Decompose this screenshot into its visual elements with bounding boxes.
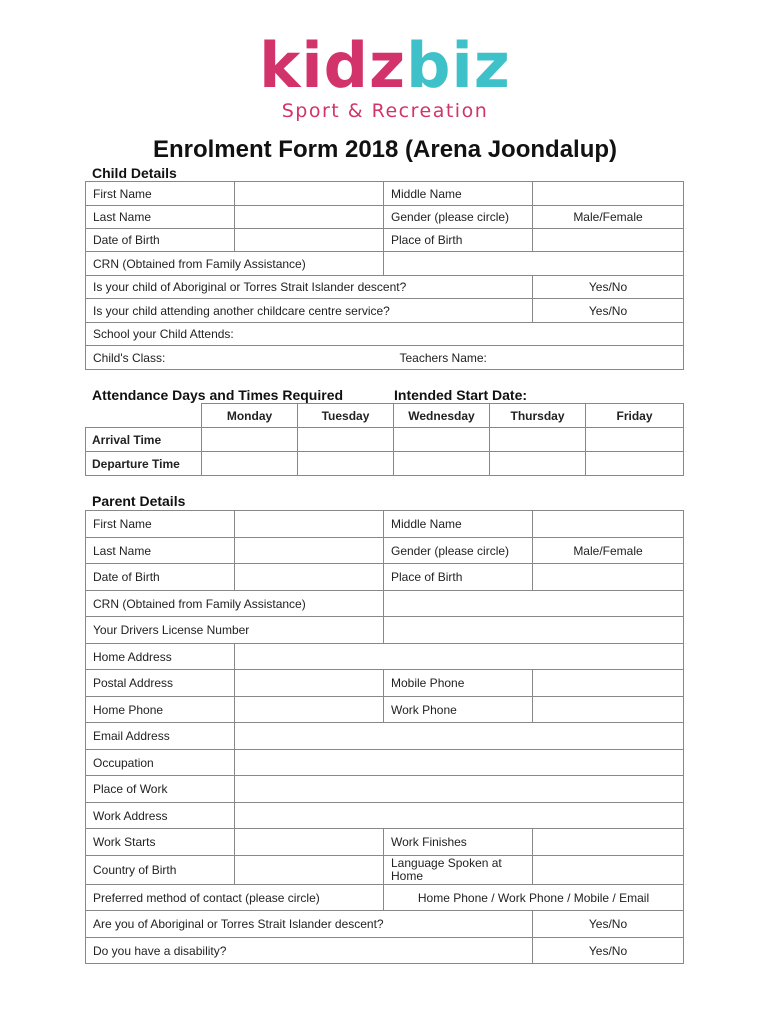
logo-tagline: Sport & Recreation (281, 100, 489, 122)
parent-country-of-birth-field[interactable] (235, 856, 384, 885)
parent-occupation-field[interactable] (235, 750, 684, 776)
parent-mobile-phone-label: Mobile Phone (384, 670, 533, 697)
parent-disability-options[interactable]: Yes/No (533, 938, 684, 964)
arrival-cell[interactable] (298, 428, 394, 452)
attendance-table (85, 403, 684, 476)
page-title: Enrolment Form 2018 (Arena Joondalup) (152, 136, 618, 163)
parent-work-phone-label: Work Phone (384, 697, 533, 723)
parent-email-label: Email Address (86, 723, 235, 750)
parent-crn-field[interactable] (384, 591, 684, 617)
parent-first-name-label: First Name (86, 511, 235, 538)
parent-middle-name-label: Middle Name (384, 511, 533, 538)
child-middle-name-field[interactable] (533, 182, 684, 206)
parent-home-address-field[interactable] (235, 644, 684, 670)
child-details-heading: Child Details (92, 165, 177, 181)
parent-row-dob (86, 564, 684, 591)
child-gender-options[interactable]: Male/Female (533, 206, 684, 229)
parent-row-aboriginal (86, 911, 684, 938)
arrival-cell[interactable] (490, 428, 586, 452)
parent-row-email (86, 723, 684, 750)
parent-row-work-address (86, 803, 684, 829)
attendance-heading: Attendance Days and Times Required (92, 387, 344, 403)
parent-pob-field[interactable] (533, 564, 684, 591)
arrival-row (86, 428, 684, 452)
parent-occupation-label: Occupation (86, 750, 235, 776)
logo-biz: biz (406, 29, 511, 102)
parent-work-starts-label: Work Starts (86, 829, 235, 856)
child-aboriginal-label: Is your child of Aboriginal or Torres Strait Islander descent? (86, 276, 533, 299)
logo-wordmark (0, 29, 770, 102)
day-header: Monday (202, 404, 298, 428)
departure-row (86, 452, 684, 476)
child-school-label[interactable]: School your Child Attends: (86, 323, 684, 346)
child-row-class (86, 346, 684, 370)
attendance-corner (86, 404, 202, 428)
day-header: Thursday (490, 404, 586, 428)
child-pob-field[interactable] (533, 229, 684, 252)
child-dob-field[interactable] (235, 229, 384, 252)
child-dob-label: Date of Birth (86, 229, 235, 252)
parent-aboriginal-label: Are you of Aboriginal or Torres Strait Islander descent? (86, 911, 533, 938)
parent-crn-label: CRN (Obtained from Family Assistance) (86, 591, 384, 617)
parent-last-name-label: Last Name (86, 538, 235, 564)
attendance-header-row (86, 404, 684, 428)
departure-time-label: Departure Time (86, 452, 202, 476)
departure-cell[interactable] (202, 452, 298, 476)
parent-gender-label: Gender (please circle) (384, 538, 533, 564)
child-crn-label: CRN (Obtained from Family Assistance) (86, 252, 384, 276)
parent-country-of-birth-label: Country of Birth (86, 856, 235, 885)
parent-work-address-field[interactable] (235, 803, 684, 829)
parent-license-label: Your Drivers License Number (86, 617, 384, 644)
parent-work-phone-field[interactable] (533, 697, 684, 723)
parent-row-work-starts (86, 829, 684, 856)
parent-aboriginal-options[interactable]: Yes/No (533, 911, 684, 938)
arrival-cell[interactable] (394, 428, 490, 452)
child-details-table (85, 181, 684, 370)
start-date-label: Intended Start Date: (394, 387, 528, 403)
parent-license-field[interactable] (384, 617, 684, 644)
departure-cell[interactable] (490, 452, 586, 476)
parent-home-address-label: Home Address (86, 644, 235, 670)
child-last-name-field[interactable] (235, 206, 384, 229)
child-row-childcare (86, 299, 684, 323)
parent-dob-label: Date of Birth (86, 564, 235, 591)
departure-cell[interactable] (586, 452, 684, 476)
child-middle-name-label: Middle Name (384, 182, 533, 206)
child-row-school (86, 323, 684, 346)
departure-cell[interactable] (394, 452, 490, 476)
parent-row-disability (86, 938, 684, 964)
parent-language-field[interactable] (533, 856, 684, 885)
parent-last-name-field[interactable] (235, 538, 384, 564)
parent-dob-field[interactable] (235, 564, 384, 591)
logo-kidz: kidz (259, 29, 407, 102)
day-header: Wednesday (394, 404, 490, 428)
parent-place-of-work-label: Place of Work (86, 776, 235, 803)
child-row-crn (86, 252, 684, 276)
parent-contact-method-label: Preferred method of contact (please circle) (86, 885, 384, 911)
parent-row-contact (86, 885, 684, 911)
parent-middle-name-field[interactable] (533, 511, 684, 538)
parent-row-first-name (86, 511, 684, 538)
parent-home-phone-label: Home Phone (86, 697, 235, 723)
parent-row-country (86, 856, 684, 885)
child-pob-label: Place of Birth (384, 229, 533, 252)
parent-row-crn (86, 591, 684, 617)
day-header: Friday (586, 404, 684, 428)
parent-gender-options[interactable]: Male/Female (533, 538, 684, 564)
child-childcare-label: Is your child attending another childcare centre service? (86, 299, 533, 323)
child-teacher-label[interactable]: Teachers Name: (384, 346, 684, 370)
kidzbiz-logo (0, 29, 770, 122)
parent-work-address-label: Work Address (86, 803, 235, 829)
parent-details-table (85, 510, 684, 964)
parent-row-home-phone (86, 697, 684, 723)
child-crn-field[interactable] (384, 252, 684, 276)
parent-row-postal (86, 670, 684, 697)
departure-cell[interactable] (298, 452, 394, 476)
parent-work-starts-field[interactable] (235, 829, 384, 856)
parent-contact-options[interactable]: Home Phone / Work Phone / Mobile / Email (384, 885, 684, 911)
parent-disability-label: Do you have a disability? (86, 938, 533, 964)
parent-postal-address-field[interactable] (235, 670, 384, 697)
child-last-name-label: Last Name (86, 206, 235, 229)
parent-details-heading: Parent Details (92, 493, 186, 509)
parent-work-finishes-field[interactable] (533, 829, 684, 856)
child-first-name-label: First Name (86, 182, 235, 206)
child-gender-label: Gender (please circle) (384, 206, 533, 229)
parent-pob-label: Place of Birth (384, 564, 533, 591)
child-childcare-options[interactable]: Yes/No (533, 299, 684, 323)
day-header: Tuesday (298, 404, 394, 428)
arrival-cell[interactable] (586, 428, 684, 452)
parent-row-license (86, 617, 684, 644)
parent-mobile-phone-field[interactable] (533, 670, 684, 697)
child-row-last-name (86, 206, 684, 229)
parent-row-place-of-work (86, 776, 684, 803)
child-row-aboriginal (86, 276, 684, 299)
parent-language-label: Language Spoken at Home (384, 856, 533, 885)
parent-first-name-field[interactable] (235, 511, 384, 538)
parent-place-of-work-field[interactable] (235, 776, 684, 803)
parent-row-last-name (86, 538, 684, 564)
parent-email-field[interactable] (235, 723, 684, 750)
arrival-cell[interactable] (202, 428, 298, 452)
child-aboriginal-options[interactable]: Yes/No (533, 276, 684, 299)
child-class-label[interactable]: Child's Class: (86, 346, 384, 370)
parent-work-finishes-label: Work Finishes (384, 829, 533, 856)
parent-home-phone-field[interactable] (235, 697, 384, 723)
parent-postal-address-label: Postal Address (86, 670, 235, 697)
child-first-name-field[interactable] (235, 182, 384, 206)
parent-row-home-address (86, 644, 684, 670)
arrival-time-label: Arrival Time (86, 428, 202, 452)
child-row-first-name (86, 182, 684, 206)
child-row-dob (86, 229, 684, 252)
parent-row-occupation (86, 750, 684, 776)
